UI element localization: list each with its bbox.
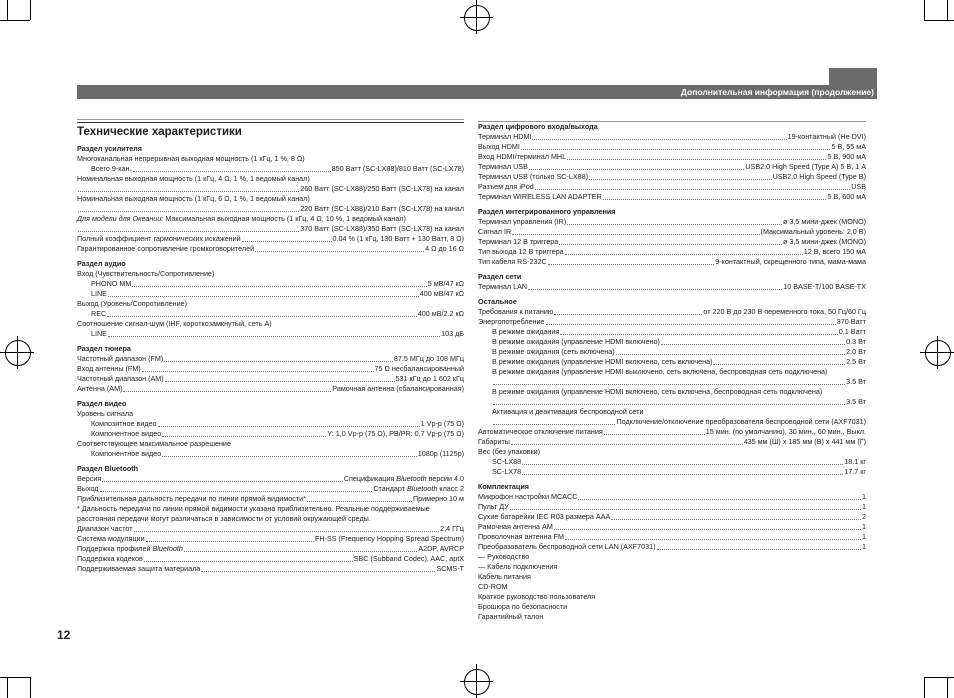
- spec-row: В режиме ожидания 0.1 Ватт: [492, 327, 866, 336]
- section-heading-amp: Раздел усилителя: [77, 144, 142, 153]
- list-item: CD-ROM: [478, 582, 508, 591]
- spec-row: Тип кабеля RS-232C 9-контактный, скрещенного типа, мама-мама: [478, 257, 866, 266]
- crop-mark-tl-v: [30, 0, 31, 20]
- page-title: Технические характеристики: [77, 122, 464, 139]
- spec-row: Всего 9-кан. 850 Ватт (SC-LX88)/810 Ватт (SC-LX78): [91, 164, 464, 173]
- spec-row: Автоматическое отключение питания 15 мин. (по умолчанию), 30 мин., 60 мин., Выкл.: [478, 427, 866, 436]
- spec-row: 3.5 Вт: [478, 377, 866, 387]
- spec-line: Соответствующее максимальное разрешение: [77, 439, 231, 448]
- spec-row: Разъем для iPod USB: [478, 182, 866, 191]
- spec-row: Выход HDMI 5 В, 55 мА: [478, 142, 866, 151]
- crop-mark-tr-v: [924, 0, 925, 20]
- control-rows: [478, 217, 866, 267]
- spec-row: Система модуляции FH-SS (Frequency Hopping Spread Spectrum): [77, 534, 464, 543]
- spec-line: Активация и деактивация беспроводной сети: [492, 407, 644, 416]
- spec-row: Энергопотребление 370 Ватт: [478, 317, 866, 326]
- spec-row: Терминал управления (IR) ø 3,5 мини-джек (MONO): [478, 217, 866, 226]
- crop-mark-bl-v: [30, 677, 31, 698]
- crop-mark-bl-h: [0, 677, 30, 678]
- spec-line: Номинальная выходная мощность (1 кГц, 6 Ω, 1 %, 1 ведомый канал): [77, 194, 310, 203]
- list-item: — Кабель подключения: [478, 562, 558, 571]
- spec-row: REC 400 мВ/2.2 кΩ: [91, 309, 464, 318]
- right-column: [478, 118, 866, 622]
- spec-row: SC-LX78 17.7 кг: [492, 467, 866, 476]
- spec-row: Компонентное видео 1080p (1125p): [91, 449, 464, 458]
- left-column: [77, 118, 464, 574]
- spec-row: Микрофон настройки MCACC 1: [478, 492, 866, 501]
- crop-mark-br-h: [924, 677, 954, 678]
- spec-row: 370 Ватт (SC-LX88)/350 Ватт (SC-LX78) на канал: [77, 224, 464, 234]
- spec-row: LINE 400 мВ/47 кΩ: [91, 289, 464, 298]
- spec-row: В режиме ожидания (сеть включена) 2.0 Вт: [492, 347, 866, 356]
- section-heading-other: Остальное: [478, 297, 517, 306]
- weight-rows: [478, 457, 866, 477]
- spec-row: SC-LX88 18.1 кг: [492, 457, 866, 466]
- spec-row: 220 Ватт (SC-LX88)/210 Ватт (SC-LX78) на канал: [77, 204, 464, 214]
- spec-line: Вес (без упаковки): [478, 447, 541, 456]
- crop-mark-br-v2: [947, 677, 948, 698]
- spec-row: Композитное видео 1 Vp-p (75 Ω): [91, 419, 464, 428]
- spec-row: В режиме ожидания (управление HDMI включено, сеть включена) 2.5 Вт: [492, 357, 866, 366]
- spec-row: Терминал LAN 10 BASE-T/100 BASE-TX: [478, 282, 866, 291]
- spec-line: Вход (Чувствительность/Сопротивление): [77, 269, 215, 278]
- spec-row: PHONO MM 5 мВ/47 кΩ: [91, 279, 464, 288]
- spec-row: Терминал WIRELESS LAN ADAPTER 5 В, 600 мА: [478, 192, 866, 201]
- crop-mark-tr-v2: [947, 0, 948, 20]
- spec-row: Поддержка кодеков SBC (Subband Codec), AAC, aptX: [77, 554, 464, 563]
- list-item: — Руководство: [478, 552, 530, 561]
- spec-row: Преобразователь беспроводной сети LAN (AXF7031) 1: [478, 542, 866, 551]
- crop-mark-tl-v2: [7, 0, 8, 20]
- network-rows: [478, 282, 866, 292]
- spec-row: Частотный диапазон (FM) 87.5 МГц до 108 МГц: [77, 354, 464, 363]
- crop-mark-br-v: [924, 677, 925, 698]
- spec-row: Частотный диапазон (AM) 531 кГц до 1 602 кГц: [77, 374, 464, 383]
- spec-row: Терминал HDMI 19-контактный (Не DVI): [478, 132, 866, 141]
- spec-row: Вход антенны (FM) 75 Ω несбалансированный: [77, 364, 464, 373]
- spec-row: Тип выхода 12 В триггера 12 В, всего 150 мА: [478, 247, 866, 256]
- spec-row: LINE 103 дБ: [91, 329, 464, 338]
- crop-mark-tl-h: [0, 20, 30, 21]
- spec-row: Требования к питанию от 220 В до 230 В переменного тока, 50 Гц/60 Гц: [478, 307, 866, 316]
- spec-row: Антенна (AM) Рамочная антенна (сбалансированная): [77, 384, 464, 393]
- spec-row: Габариты 435 мм (Ш) x 185 мм (В) x 441 мм (Г): [478, 437, 866, 446]
- section-heading-control: Раздел интегрированного управления: [478, 207, 616, 216]
- spec-row: Полный коэффициент гармонических искажений 0.04 % (1 кГц, 130 Ватт + 130 Ватт, 8 Ω): [77, 234, 464, 243]
- spec-line: Выход (Уровень/Сопротивление): [77, 299, 188, 308]
- footnote: * Дальность передачи по линии прямой видимости указана приблизительно. Реальные поддерживаемые расстояния передачи могут различаться в зависимости от условий окружающей среды.: [77, 504, 430, 523]
- spec-row: В режиме ожидания (управление HDMI включено) 0.3 Вт: [492, 337, 866, 346]
- section-heading-tuner: Раздел тюнера: [77, 344, 131, 353]
- crop-mark-tr-h: [924, 20, 954, 21]
- spec-row: Поддержка профилей Bluetooth A2DP, AVRCP: [77, 544, 464, 553]
- spec-line: Соотношение сигнал-шум (IHF, короткозамкнутый, сеть A): [77, 319, 272, 328]
- section-heading-network: Раздел сети: [478, 272, 522, 281]
- spec-line: Многоканальная непрерывная выходная мощность (1 кГц, 1 %, 8 Ω): [77, 154, 305, 163]
- header-tab: [829, 68, 877, 86]
- section-heading-bluetooth: Раздел Bluetooth: [77, 464, 139, 473]
- section-heading-kit: Комплектация: [478, 482, 529, 491]
- kit-rows: [478, 492, 866, 552]
- section-heading-video: Раздел видео: [77, 399, 127, 408]
- spec-row: Сухие батарейки IEC R03 размера AAA 2: [478, 512, 866, 521]
- spec-row: Пульт ДУ 1: [478, 502, 866, 511]
- page-number: 12: [57, 628, 71, 642]
- spec-row: Проволочная антенна FM 1: [478, 532, 866, 541]
- spec-row: Сигнал IR (Максимальный уровень: 2,0 В): [478, 227, 866, 236]
- spec-row: Терминал USB USB2.0 High Speed (Type A) 5 В, 1 А: [478, 162, 866, 171]
- list-item: Брошюра по безопасности: [478, 602, 568, 611]
- spec-row: 3.5 Вт: [478, 397, 866, 407]
- spec-row: Гарантированное сопротивление громкоговорителей 4 Ω до 16 Ω: [77, 244, 464, 253]
- list-item: Краткое руководство пользователя: [478, 592, 596, 601]
- crop-mark-bl-v2: [7, 677, 8, 698]
- spec-row: Версия Спецификация Bluetooth версии 4.0: [77, 474, 464, 483]
- list-item: Гарантийный талон: [478, 612, 544, 621]
- spec-line: Уровень сигнала: [77, 409, 134, 418]
- standby-rows: [478, 327, 866, 367]
- spec-row: Диапазон частот 2,4 ГГц: [77, 524, 464, 533]
- spec-row: Компонентное видео Y: 1,0 Vp-p (75 Ω), PB/PR: 0,7 Vp-p (75 Ω): [91, 429, 464, 438]
- spec-line: Номинальная выходная мощность (1 кГц, 4 Ω, 1 %, 1 ведомый канал): [77, 174, 310, 183]
- spec-row: Приблизительная дальность передачи по линии прямой видимости* Примерно 10 м: [77, 494, 464, 503]
- spec-line: В режиме ожидания (управление HDMI включено, сеть включена, беспроводная сеть подключена): [492, 387, 823, 396]
- section-heading-audio: Раздел аудио: [77, 259, 126, 268]
- spec-line: Для модели для Океании: Максимальная выходная мощность (1 кГц, 4 Ω, 10 %, 1 ведомый канал): [77, 214, 406, 223]
- list-item: Кабель питания: [478, 572, 531, 581]
- spec-row: Поддерживаемая защита материала SCMS-T: [77, 564, 464, 573]
- spec-line: В режиме ожидания (управление HDMI выключено, сеть включена, беспроводная сеть подключена): [492, 367, 828, 376]
- kit-extras: [478, 552, 866, 622]
- spec-row: 260 Ватт (SC-LX88)/250 Ватт (SC-LX78) на канал: [77, 184, 464, 194]
- digital-rows: [478, 132, 866, 202]
- spec-row: Терминал USB (только SC-LX88) USB2.0 High Speed (Type B): [478, 172, 866, 181]
- spec-row: Рамочная антенна AM 1: [478, 522, 866, 531]
- header-title: Дополнительная информация (продолжение): [680, 87, 874, 97]
- spec-row: Выход Стандарт Bluetooth класс 2: [77, 484, 464, 493]
- spec-row: Подключение/отключение преобразователя беспроводной сети (AXF7031): [478, 417, 866, 427]
- section-heading-digital: Раздел цифрового входа/выхода: [478, 122, 598, 131]
- spec-row: Терминал 12 В триггера ø 3,5 мини-джек (MONO): [478, 237, 866, 246]
- spec-row: Вход HDMI/терминал MHL 5 В, 900 мА: [478, 152, 866, 161]
